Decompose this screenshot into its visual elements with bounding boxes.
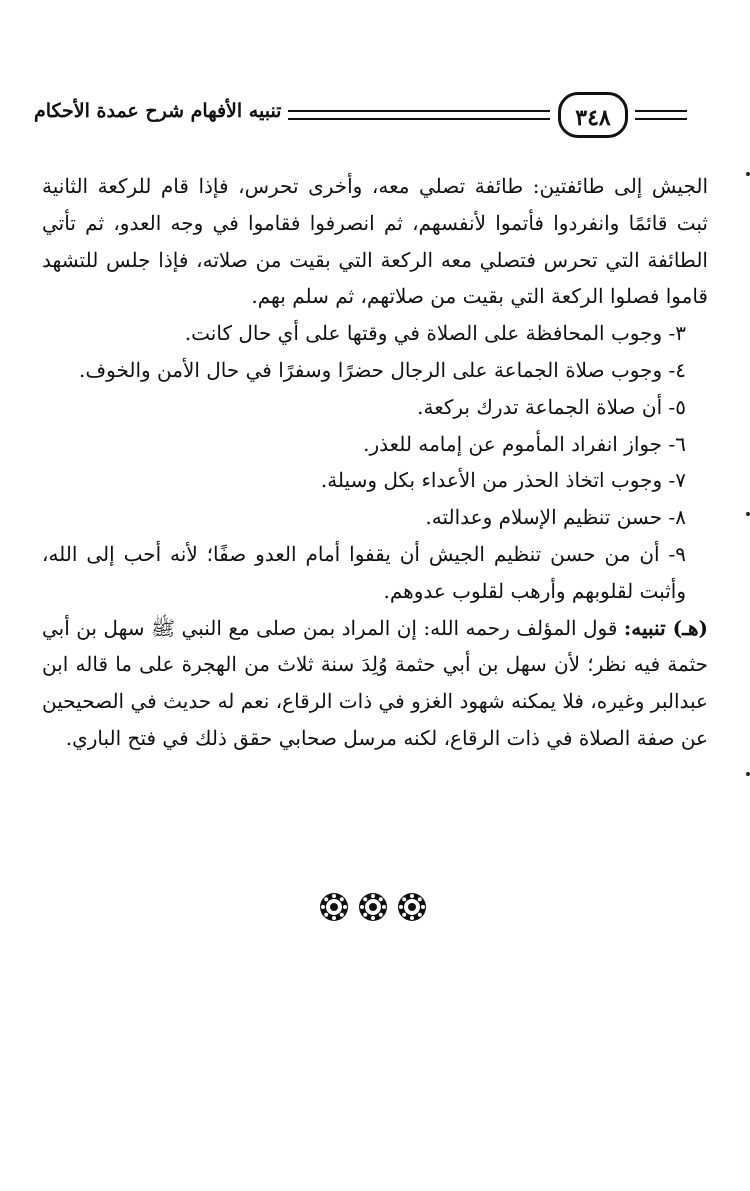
header-rule-left-lower — [288, 118, 550, 120]
intro-paragraph: الجيش إلى طائفتين: طائفة تصلي معه، وأخرى تحرس، فإذا قام للركعة الثانية ثبت قائمًا وانفردوا فأتموا لأنفسهم، ثم انصرفوا فقاموا في وجه العدو، ثم تأتي الطائفة التي تحرس فتصلي معه الركعة التي بقيت من صلاته، فإذا جلس للتشهد قاموا فصلوا الركعة التي بقيت من صلاتهم، ثم سلم بهم. — [42, 174, 708, 309]
scan-mark — [746, 172, 750, 176]
list-item: ٨- حسن تنظيم الإسلام وعدالته. — [425, 505, 686, 530]
list-item: ٩- أن من حسن تنظيم الجيش أن يقفوا أمام العدو صفًا؛ لأنه أحب إلى الله، وأثبت لقلوبهم وأرهب لقلوب عدوهم. — [42, 541, 686, 603]
page-header — [30, 92, 710, 142]
page-body — [42, 168, 708, 757]
flower-ornament-icon — [318, 891, 350, 923]
flower-ornament-icon — [357, 891, 389, 923]
benefits-list — [42, 315, 708, 609]
header-rule-right-lower — [635, 118, 687, 120]
note-paragraph — [42, 610, 708, 757]
list-item: ٣- وجوب المحافظة على الصلاة في وقتها على أي حال كانت. — [184, 321, 686, 346]
list-item: ٥- أن صلاة الجماعة تدرك بركعة. — [417, 394, 686, 419]
scan-mark — [746, 772, 750, 776]
list-item: ٤- وجوب صلاة الجماعة على الرجال حضرًا وسفرًا في حال الأمن والخوف. — [79, 357, 686, 382]
flower-ornament-icon — [396, 891, 428, 923]
running-title: تنبيه الأفهام شرح عمدة الأحكام — [34, 100, 282, 122]
header-rule-left — [288, 110, 550, 112]
header-rule-right — [635, 110, 687, 112]
note-label: (هـ) تنبيه: — [623, 615, 708, 640]
page-number: ٣٤٨ — [558, 92, 628, 138]
list-item: ٧- وجوب اتخاذ الحذر من الأعداء بكل وسيلة. — [320, 468, 686, 493]
list-item: ٦- جواز انفراد المأموم عن إمامه للعذر. — [363, 431, 686, 456]
scan-mark — [746, 512, 750, 516]
note-text: قول المؤلف رحمه الله: إن المراد بمن صلى مع النبي ﷺ سهل بن أبي حثمة فيه نظر؛ لأن سهل بن أبي حثمة وُلِدَ سنة ثلاث من الهجرة على ما قاله ابن عبدالبر وغيره، فلا يمكنه شهود الغزو في ذات الرقاع، نعم له حديث في الصحيحين عن صفة الصلاة في ذات الرقاع، لكنه مرسل صحابي حقق ذلك في فتح الباري. — [42, 615, 708, 750]
section-ornament — [318, 891, 428, 931]
